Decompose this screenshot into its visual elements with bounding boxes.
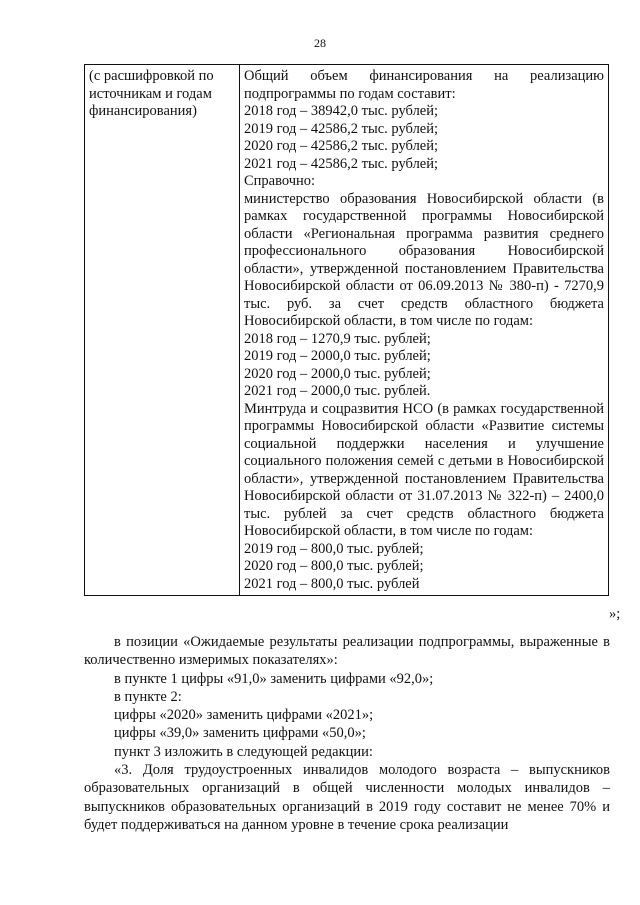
paragraph: в пункте 2: (114, 688, 182, 705)
total-financing-text: Общий объем финансирования на реализацию подпрограммы по годам составит: (244, 68, 604, 102)
amendment-text (84, 633, 610, 834)
year-2021-amount: 2021 год – 42586,2 тыс. рублей; (244, 155, 439, 172)
year-2020-amount: 2020 год – 42586,2 тыс. рублей; (244, 138, 439, 154)
year-2018-amount: 2018 год – 38942,0 тыс. рублей; (244, 103, 439, 119)
paragraph: «3. Доля трудоустроенных инвалидов молодого возраста – выпускников образовательных организаций в общей численности молодых инвалидов – выпускников образовательных организаций в 2019 году составит не менее 70% и будет поддерживаться на данном уровне в течение срока реализации (84, 762, 610, 833)
labor-2020-amount: 2020 год – 800,0 тыс. рублей; (244, 558, 424, 574)
labor-ministry-text: Минтруда и соцразвития НСО (в рамках государственной программы Новосибирской области «Развитие системы социальной поддержки населения и улучшение социального положения семей с детьми в Новосибирской области», утвержденной постановлением Правительства Новосибирской области от 31.07.2013 № 322-п) – 2400,0 тыс. рублей за счет средств областного бюджета Новосибирской области, в том числе по годам: (244, 400, 604, 539)
year-2019-amount: 2019 год – 42586,2 тыс. рублей; (244, 120, 439, 137)
financing-label-cell: (с расшифровкой по источникам и годам финансирования) (85, 65, 240, 596)
education-2021-amount: 2021 год – 2000,0 тыс. рублей. (244, 383, 431, 399)
reference-heading: Справочно: (244, 173, 316, 189)
labor-2019-amount: 2019 год – 800,0 тыс. рублей; (244, 540, 424, 557)
education-2020-amount: 2020 год – 2000,0 тыс. рублей; (244, 365, 431, 382)
paragraph: пункт 3 изложить в следующей редакции: (114, 743, 373, 760)
closing-quote-mark: »; (609, 606, 621, 622)
education-ministry-text: министерство образования Новосибирской области (в рамках государственной программы Новосибирской области «Региональная программа развития среднего профессионального образования Новосибирской области», утвержденной постановлением Правительства Новосибирской области от 06.09.2013 № 380-п) - 7270,9 тыс. руб. за счет средств областного бюджета Новосибирской области, в том числе по годам: (244, 190, 604, 329)
labor-2021-amount: 2021 год – 800,0 тыс. рублей (244, 575, 420, 592)
education-2018-amount: 2018 год – 1270,9 тыс. рублей; (244, 330, 431, 347)
education-2019-amount: 2019 год – 2000,0 тыс. рублей; (244, 348, 431, 364)
paragraph: цифры «39,0» заменить цифрами «50,0»; (114, 725, 366, 742)
table-row (85, 65, 609, 596)
paragraph: в пункте 1 цифры «91,0» заменить цифрами «92,0»; (114, 670, 434, 687)
page-number: 28 (314, 36, 326, 50)
paragraph: в позиции «Ожидаемые результаты реализации подпрограммы, выраженные в количественно измеримых показателях»: (84, 634, 610, 669)
paragraph: цифры «2020» заменить цифрами «2021»; (114, 707, 374, 724)
financing-table (84, 64, 609, 596)
financing-details-cell (240, 65, 609, 596)
